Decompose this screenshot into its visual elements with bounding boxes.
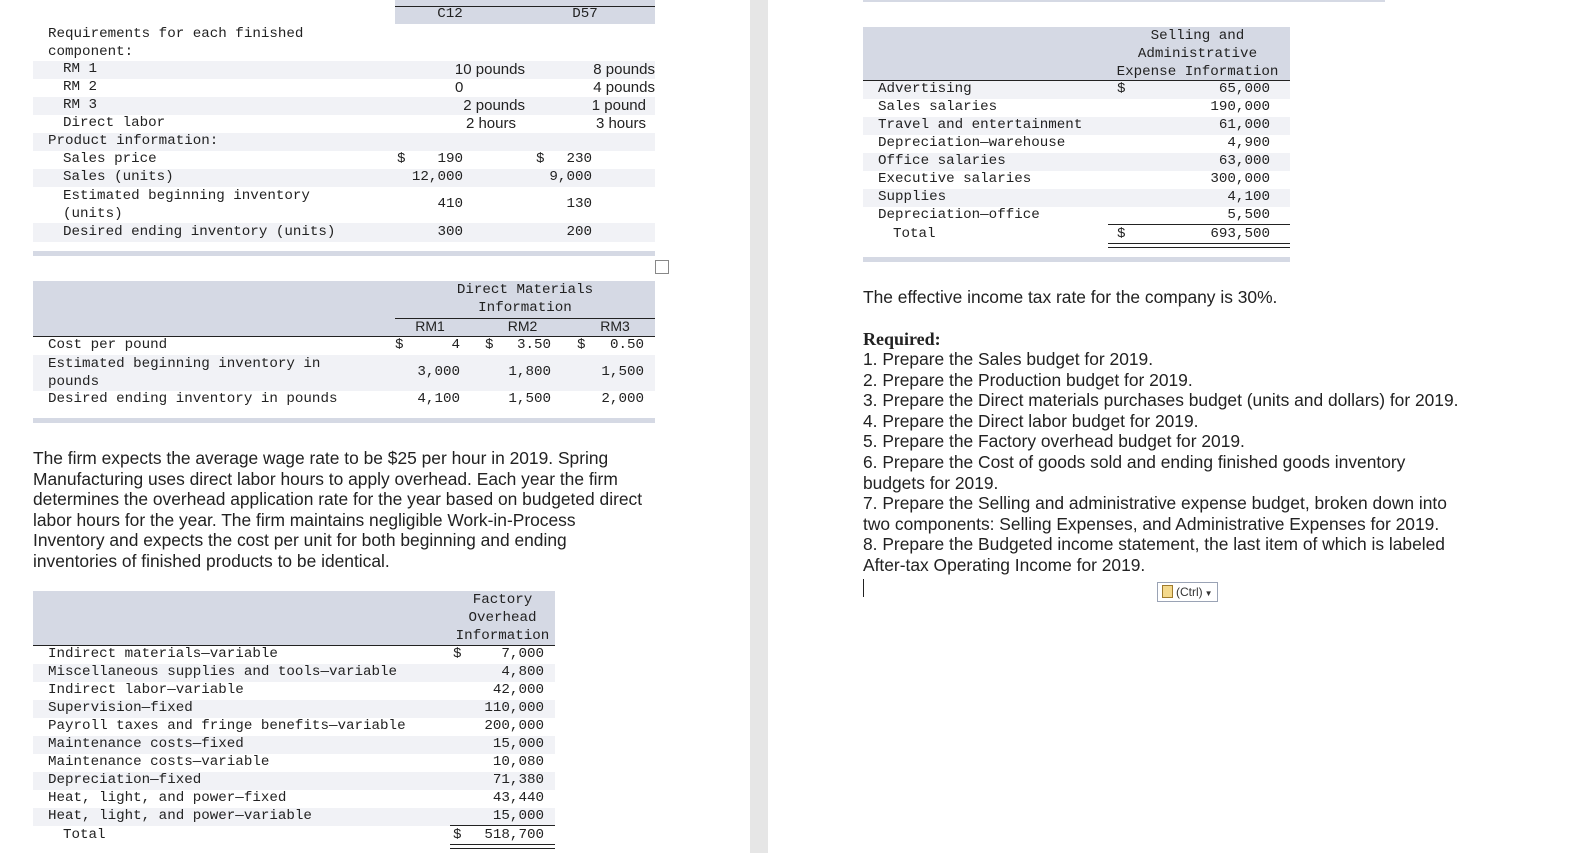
- table-divider: [33, 251, 655, 256]
- sa-row-label: Depreciation—warehouse: [878, 135, 1066, 151]
- required-item: 5. Prepare the Factory overhead budget for 2019.: [863, 431, 1245, 452]
- col-header-rm2: RM2: [507, 318, 538, 334]
- fo-row-value: 4,800: [501, 664, 544, 680]
- table-divider: [33, 418, 655, 423]
- value-d57-rm3: 1 pound: [591, 97, 646, 114]
- dollar-sign: $: [397, 151, 406, 167]
- row-label-rm2: RM 2: [63, 79, 98, 95]
- sa-total-label: Total: [893, 226, 936, 242]
- value-c12-direct-labor: 2 hours: [465, 115, 516, 132]
- required-item: 2. Prepare the Production budget for 2019.: [863, 369, 1193, 390]
- fo-row-value: 42,000: [492, 682, 544, 698]
- fo-row-label: Maintenance costs—fixed: [48, 736, 244, 752]
- paste-options-button[interactable]: [1157, 582, 1218, 602]
- row-label-rm3: RM 3: [63, 97, 98, 113]
- col-header-rm1: RM1: [415, 318, 445, 334]
- value-rm1-cost: 4: [451, 337, 460, 353]
- dollar-sign: $: [577, 337, 586, 353]
- required-item: 1. Prepare the Sales budget for 2019.: [863, 349, 1154, 369]
- tax-rate-text: The effective income tax rate for the company is 30%.: [863, 287, 1278, 307]
- dollar-sign: $: [1117, 226, 1126, 242]
- fo-row-label: Indirect materials—variable: [48, 646, 278, 662]
- required-item: 8. Prepare the Budgeted income statement, the last item of which is labeled After-tax Operating Income for 2019.: [863, 534, 1445, 575]
- value-d57-sales-units: 9,000: [549, 169, 592, 185]
- required-item: 3. Prepare the Direct materials purchases budget (units and dollars) for 2019.: [863, 390, 1459, 411]
- sa-row-value: 61,000: [1218, 117, 1270, 133]
- row-label-cost-per-pound: Cost per pound: [48, 337, 168, 353]
- row-label-rm1: RM 1: [63, 61, 98, 77]
- sa-row-label: Travel and entertainment: [878, 117, 1083, 133]
- value-d57-rm2: 4 pounds: [593, 79, 655, 96]
- row-label-sales-price: Sales price: [63, 151, 157, 167]
- row-label-dm-beginning-inventory: Estimated beginning inventory in pounds: [48, 356, 321, 390]
- value-rm1-beginning: 3,000: [417, 364, 460, 380]
- col-header-rm3: RM3: [600, 318, 630, 334]
- fo-row-label: Depreciation—fixed: [48, 772, 202, 788]
- value-c12-sales-units: 12,000: [411, 169, 463, 185]
- sa-row-label: Executive salaries: [878, 171, 1032, 187]
- fo-row-value: 43,440: [492, 790, 544, 806]
- sa-row-label: Depreciation—office: [878, 207, 1040, 223]
- value-rm2-cost: 3.50: [516, 337, 551, 353]
- text-cursor: [863, 579, 864, 597]
- section-label-requirements: Requirements for each finished component:: [48, 26, 304, 60]
- sa-row-value: 65,000: [1218, 81, 1270, 97]
- row-label-ending-inventory: Desired ending inventory (units): [63, 224, 336, 240]
- sa-row-value: 4,900: [1227, 135, 1270, 151]
- fo-row-label: Payroll taxes and fringe benefits—variable: [48, 718, 406, 734]
- required-heading: Required:: [863, 329, 941, 349]
- row-label-sales-units: Sales (units): [63, 169, 174, 185]
- value-c12-rm3: 2 pounds: [463, 97, 525, 114]
- wage-paragraph: The firm expects the average wage rate to be $25 per hour in 2019. Spring Manufacturing uses direct labor hours to apply overhead. Each year the firm determines the overhead application rate for the year based on budgeted direct labor hours for the year. The firm maintains negligible Work-in-Process Inventory and expects the cost per unit for both beginning and ending inventories of finished products to be identical.: [33, 448, 643, 571]
- value-d57-ending-inventory: 200: [566, 224, 592, 240]
- sa-total-value: 693,500: [1210, 226, 1270, 242]
- value-c12-ending-inventory: 300: [437, 224, 463, 240]
- right-page: [768, 0, 1573, 853]
- dollar-sign: $: [485, 337, 494, 353]
- fo-row-value: 200,000: [484, 718, 544, 734]
- checkbox[interactable]: [655, 260, 669, 274]
- fo-row-label: Supervision—fixed: [48, 700, 193, 716]
- required-item: 7. Prepare the Selling and administrative expense budget, broken down into two components: Selling Expenses, and Administrative Expenses for 2019.: [863, 493, 1447, 534]
- fo-row-label: Heat, light, and power—fixed: [48, 790, 287, 806]
- direct-materials-title: Direct Materials Information: [456, 282, 594, 316]
- row-label-beginning-inventory: Estimated beginning inventory (units): [63, 188, 310, 222]
- fo-total-label: Total: [63, 827, 106, 843]
- sa-row-value: 300,000: [1210, 171, 1270, 187]
- fo-row-label: Maintenance costs—variable: [48, 754, 270, 770]
- value-rm2-ending: 1,500: [508, 391, 551, 407]
- dollar-sign: $: [1117, 81, 1126, 97]
- fo-row-value: 7,000: [501, 646, 544, 662]
- required-list: [863, 349, 1493, 576]
- sa-row-label: Advertising: [878, 81, 972, 97]
- chevron-down-icon: ▼: [1204, 589, 1213, 598]
- sa-row-value: 190,000: [1210, 99, 1270, 115]
- sa-row-value: 4,100: [1227, 189, 1270, 205]
- left-page: [0, 0, 750, 853]
- sa-row-label: Supplies: [878, 189, 947, 205]
- selling-admin-title: Selling and Administrative Expense Information: [1116, 28, 1279, 80]
- sa-row-label: Sales salaries: [878, 99, 998, 115]
- value-c12-rm2: 0: [455, 79, 464, 96]
- table-divider: [863, 257, 1290, 262]
- section-label-product: Product information:: [48, 133, 219, 149]
- required-item: 6. Prepare the Cost of goods sold and ending finished goods inventory budgets for 2019.: [863, 451, 1406, 493]
- value-c12-beginning-inventory: 410: [437, 196, 463, 212]
- fo-row-label: Miscellaneous supplies and tools—variable: [48, 664, 398, 680]
- fo-row-value: 15,000: [492, 736, 544, 752]
- row-label-direct-labor: Direct labor: [63, 115, 166, 131]
- value-c12-rm1: 10 pounds: [454, 61, 525, 78]
- fo-row-value: 71,380: [492, 772, 544, 788]
- col-header-d57: D57: [572, 6, 598, 22]
- dollar-sign: $: [453, 827, 462, 843]
- value-c12-sales-price: 190: [437, 151, 463, 167]
- fo-row-label: Heat, light, and power—variable: [48, 808, 312, 824]
- paste-options-label: (Ctrl): [1176, 585, 1203, 599]
- value-rm3-ending: 2,000: [601, 391, 644, 407]
- fo-row-value: 110,000: [484, 700, 544, 716]
- sa-row-label: Office salaries: [878, 153, 1006, 169]
- sa-row-value: 5,500: [1227, 207, 1270, 223]
- fo-row-value: 15,000: [492, 808, 544, 824]
- value-d57-beginning-inventory: 130: [566, 196, 592, 212]
- fo-row-value: 10,080: [492, 754, 544, 770]
- clipboard-icon: [1162, 585, 1173, 598]
- sa-row-value: 63,000: [1218, 153, 1270, 169]
- row-label-dm-ending-inventory: Desired ending inventory in pounds: [48, 391, 338, 407]
- value-rm3-cost: 0.50: [609, 337, 644, 353]
- value-rm1-ending: 4,100: [417, 391, 460, 407]
- col-header-c12: C12: [437, 6, 463, 22]
- value-rm2-beginning: 1,800: [508, 364, 551, 380]
- value-d57-sales-price: 230: [566, 151, 592, 167]
- fo-row-label: Indirect labor—variable: [48, 682, 244, 698]
- value-d57-rm1: 8 pounds: [593, 61, 655, 78]
- dollar-sign: $: [536, 151, 545, 167]
- fo-total-value: 518,700: [484, 827, 544, 843]
- value-rm3-beginning: 1,500: [601, 364, 644, 380]
- value-d57-direct-labor: 3 hours: [595, 115, 646, 132]
- required-item: 4. Prepare the Direct labor budget for 2019.: [863, 410, 1199, 431]
- dollar-sign: $: [395, 337, 404, 353]
- dollar-sign: $: [453, 646, 462, 662]
- factory-overhead-title: Factory Overhead Information: [455, 592, 550, 644]
